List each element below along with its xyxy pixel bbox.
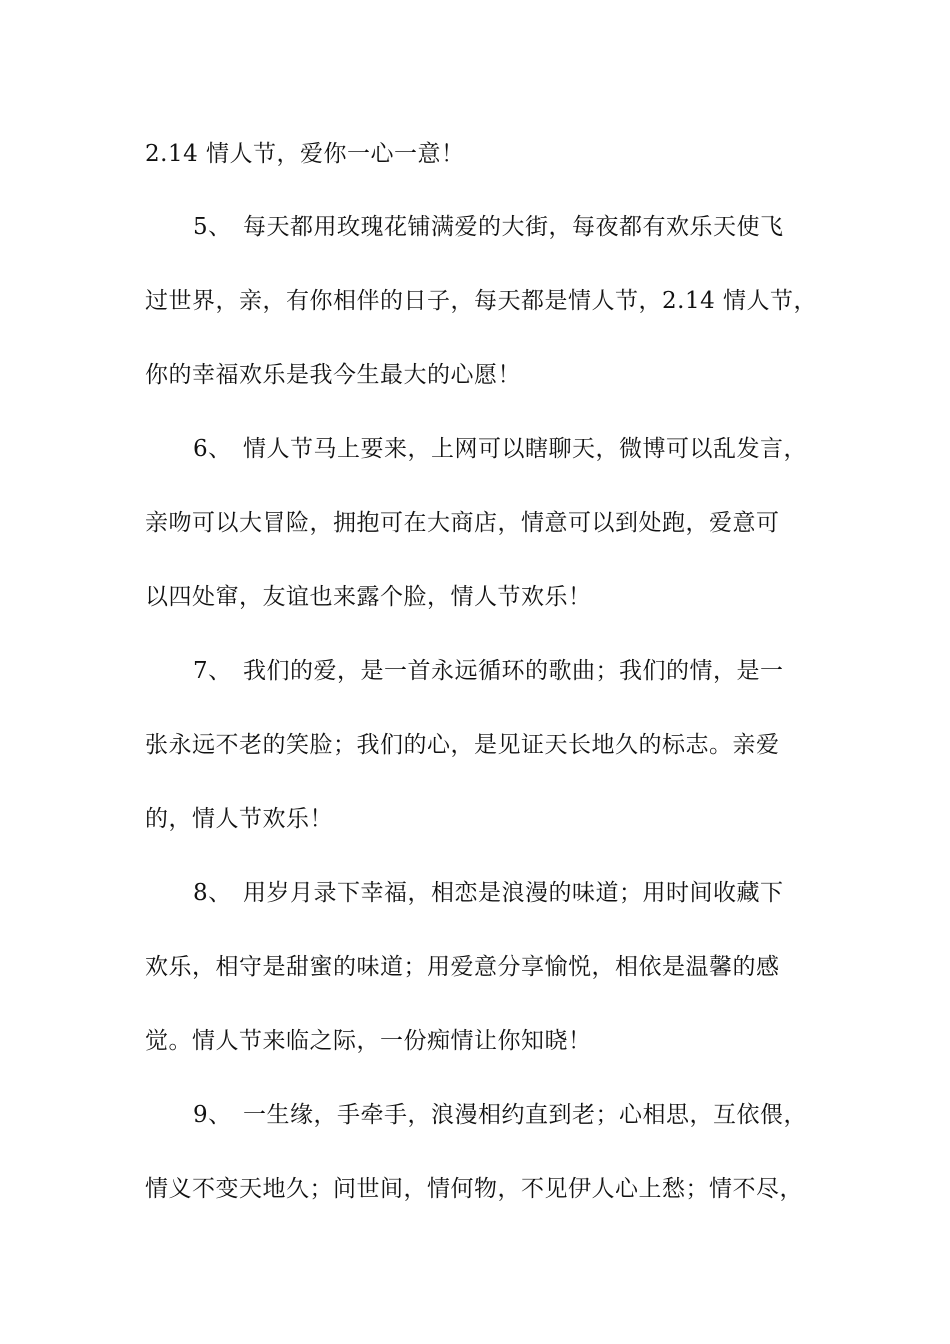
item-number: 9、	[193, 1102, 232, 1128]
numbered-paragraph-8	[193, 878, 883, 908]
text-line: 2.14 情人节，爱你一心一意！	[145, 141, 465, 167]
numbered-paragraph-5	[193, 212, 883, 242]
item-number: 7、	[193, 658, 232, 684]
item-number: 6、	[193, 436, 232, 462]
text-line: 用岁月录下幸福，相恋是浪漫的味道；用时间收藏下	[243, 880, 784, 906]
text-line: 你的幸福欢乐是我今生最大的心愿！	[145, 362, 521, 388]
item-number: 8、	[193, 880, 232, 906]
numbered-paragraph-9	[193, 1100, 883, 1130]
text-line: 一生缘，手牵手，浪漫相约直到老；心相思，互依偎，	[243, 1102, 807, 1128]
text-line: 情人节马上要来，上网可以瞎聊天，微博可以乱发言，	[243, 436, 807, 462]
text-line: 觉。情人节来临之际，一份痴情让你知晓！	[145, 1028, 592, 1054]
text-line: 以四处窜，友谊也来露个脸，情人节欢乐！	[145, 584, 592, 610]
text-line: 欢乐，相守是甜蜜的味道；用爱意分享愉悦，相依是温馨的感	[145, 954, 780, 980]
text-line: 我们的爱，是一首永远循环的歌曲；我们的情，是一	[243, 658, 784, 684]
text-line: 张永远不老的笑脸；我们的心，是见证天长地久的标志。亲爱	[145, 732, 780, 758]
item-number: 5、	[193, 214, 232, 240]
text-line: 每天都用玫瑰花铺满爱的大街，每夜都有欢乐天使飞	[243, 214, 784, 240]
text-line: 的，情人节欢乐！	[145, 806, 333, 832]
numbered-paragraph-6	[193, 434, 883, 464]
numbered-paragraph-7	[193, 656, 883, 686]
text-line: 情义不变天地久；问世间，情何物，不见伊人心上愁；情不尽，	[145, 1176, 803, 1202]
text-line: 亲吻可以大冒险，拥抱可在大商店，情意可以到处跑，爱意可	[145, 510, 780, 536]
text-line: 过世界，亲，有你相伴的日子，每天都是情人节，2.14 情人节，	[145, 288, 818, 314]
